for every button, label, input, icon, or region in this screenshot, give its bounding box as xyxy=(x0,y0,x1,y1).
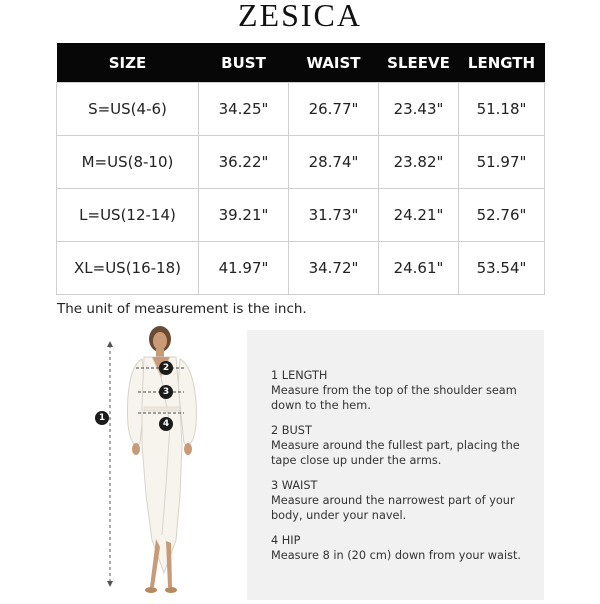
table-row xyxy=(57,242,545,295)
size-chart-table xyxy=(56,43,545,295)
length-cell: 51.97" xyxy=(459,136,545,189)
size-cell: M=US(8-10) xyxy=(57,136,199,189)
table-row xyxy=(57,83,545,136)
unit-note: The unit of measurement is the inch. xyxy=(57,301,307,317)
waist-cell: 31.73" xyxy=(289,189,379,242)
guide-length xyxy=(271,368,536,413)
length-cell: 51.18" xyxy=(459,83,545,136)
size-cell: XL=US(16-18) xyxy=(57,242,199,295)
length-cell: 52.76" xyxy=(459,189,545,242)
waist-marker: 3 xyxy=(159,385,173,399)
bust-cell: 39.21" xyxy=(199,189,289,242)
hip-marker: 4 xyxy=(159,417,173,431)
dress-illustration xyxy=(92,325,222,600)
header-bust: BUST xyxy=(199,43,289,83)
sleeve-cell: 23.82" xyxy=(379,136,459,189)
sleeve-cell: 24.21" xyxy=(379,189,459,242)
guide-bust-desc: Measure around the fullest part, placing the tape close up under the arms. xyxy=(271,439,520,467)
header-length: LENGTH xyxy=(459,43,545,83)
size-cell: L=US(12-14) xyxy=(57,189,199,242)
table-header-row xyxy=(57,43,545,83)
guide-length-desc: Measure from the top of the shoulder seam down to the hem. xyxy=(271,384,517,412)
length-cell: 53.54" xyxy=(459,242,545,295)
table-row xyxy=(57,136,545,189)
waist-cell: 28.74" xyxy=(289,136,379,189)
guide-bust-title: 2 BUST xyxy=(271,424,312,437)
guide-hip-desc: Measure 8 in (20 cm) down from your waist. xyxy=(271,549,522,562)
header-sleeve: SLEEVE xyxy=(379,43,459,83)
header-size: SIZE xyxy=(57,43,199,83)
bust-cell: 36.22" xyxy=(199,136,289,189)
waist-cell: 34.72" xyxy=(289,242,379,295)
bust-cell: 34.25" xyxy=(199,83,289,136)
length-marker: 1 xyxy=(95,411,109,425)
sleeve-cell: 23.43" xyxy=(379,83,459,136)
bust-marker: 2 xyxy=(159,361,173,375)
guide-bust xyxy=(271,423,536,468)
table-row xyxy=(57,189,545,242)
size-cell: S=US(4-6) xyxy=(57,83,199,136)
bust-cell: 41.97" xyxy=(199,242,289,295)
guide-hip-title: 4 HIP xyxy=(271,534,301,547)
waist-cell: 26.77" xyxy=(289,83,379,136)
measurement-guide-panel xyxy=(247,330,544,600)
guide-waist-desc: Measure around the narrowest part of your body, under your navel. xyxy=(271,494,515,522)
sleeve-cell: 24.61" xyxy=(379,242,459,295)
guide-length-title: 1 LENGTH xyxy=(271,369,328,382)
header-waist: WAIST xyxy=(289,43,379,83)
guide-waist xyxy=(271,478,536,523)
model-figure xyxy=(92,325,222,600)
guide-waist-title: 3 WAIST xyxy=(271,479,318,492)
brand-logo: ZESICA xyxy=(238,0,362,33)
guide-hip xyxy=(271,533,536,563)
